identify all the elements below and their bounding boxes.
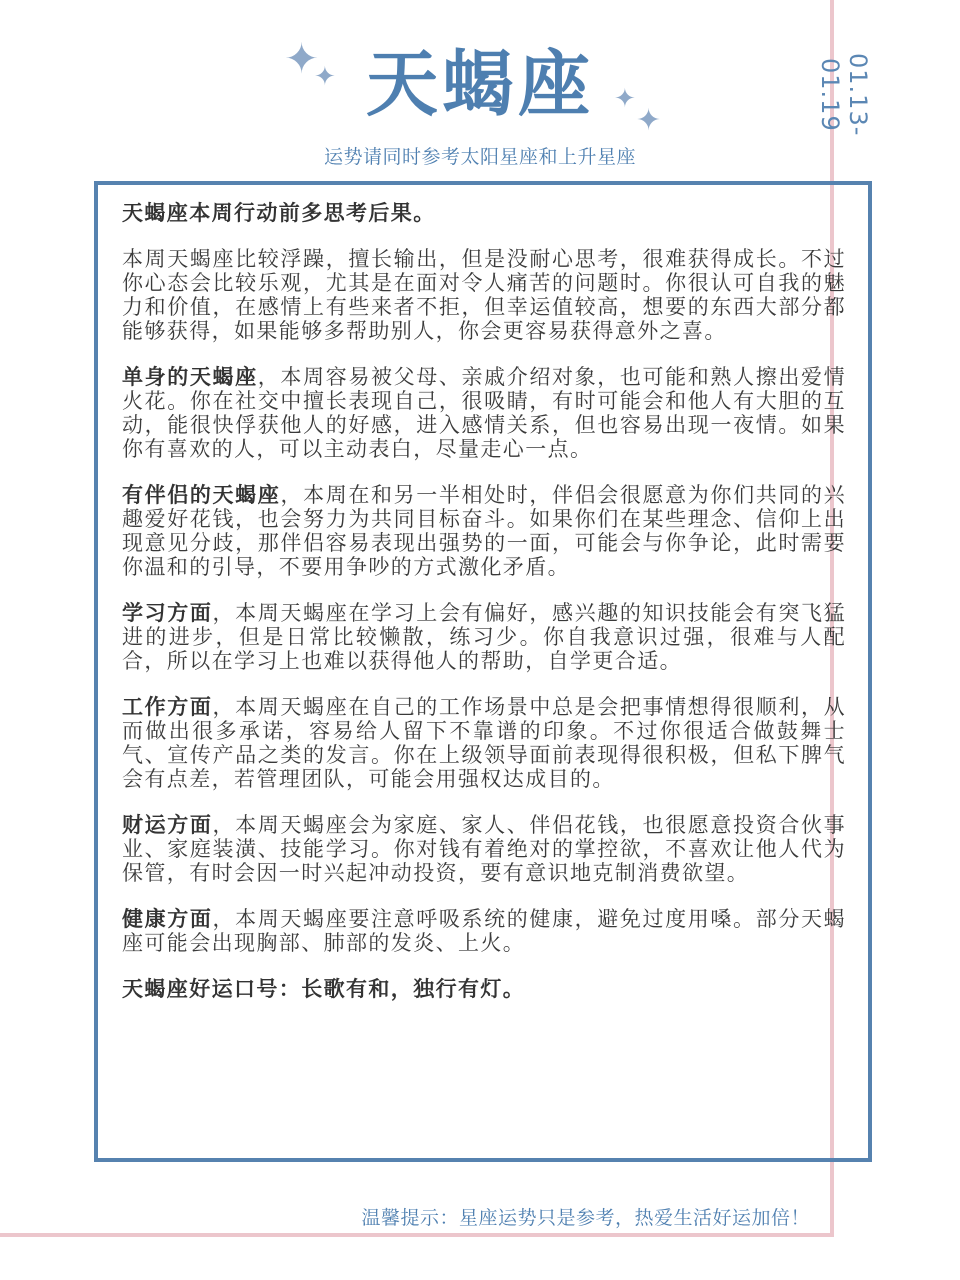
footer-tip: 温馨提示：星座运势只是参考，热爱生活好运加倍！ — [361, 1207, 810, 1229]
sparkle-icon: ✦ — [314, 62, 336, 92]
section-label: 健康方面 — [122, 907, 213, 931]
sparkle-icon: ✦ — [284, 34, 320, 83]
intro-paragraph: 本周天蝎座比较浮躁，擅长输出，但是没耐心思考，很难获得成长。不过你心态会比较乐观，尤其是在面对令人痛苦的问题时。你很认可自我的魅力和价值，在感情上有些来者不拒，但幸运值较高，想要的东西大部分都能够获得，如果能够多帮助别人，你会更容易获得意外之喜。 — [122, 247, 846, 343]
section-text: ，本周在和另一半相处时，伴侣会很愿意为你们共同的兴趣爱好花钱，也会努力为共同目标奋斗。如果你们在某些理念、信仰上出现意见分歧，那伴侣容易表现出强势的一面，可能会与你争论，此时需要你温和的引导，不要用争吵的方式激化矛盾。 — [122, 483, 846, 579]
sparkle-icon: ✦ — [636, 103, 662, 138]
section-partnered — [122, 483, 846, 579]
section-single — [122, 365, 846, 461]
section-text: ，本周天蝎座在学习上会有偏好，感兴趣的知识技能会有突飞猛进的进步，但是日常比较懒散，练习少。你自我意识过强，很难与人配合，所以在学习上也难以获得他人的帮助，自学更合适。 — [122, 601, 846, 673]
section-label: 学习方面 — [122, 601, 213, 625]
section-study — [122, 601, 846, 673]
section-health — [122, 907, 846, 955]
section-text: ，本周容易被父母、亲戚介绍对象，也可能和熟人擦出爱情火花。你在社交中擅长表现自己，很吸睛，有时可能会和他人有大胆的互动，能很快俘获他人的好感，进入感情关系，但也容易出现一夜情。如果你有喜欢的人，可以主动表白，尽量走心一点。 — [122, 365, 846, 461]
date-range: 01.13-01.19 — [816, 53, 872, 137]
page-title: 天蝎座 — [365, 42, 594, 126]
section-text: ，本周天蝎座在自己的工作场景中总是会把事情想得很顺利，从而做出很多承诺，容易给人留下不靠谱的印象。不过你很适合做鼓舞士气、宣传产品之类的发言。你在上级领导面前表现得很积极，但私下脾气会有点差，若管理团队，可能会用强权达成目的。 — [122, 695, 846, 791]
section-label: 单身的天蝎座 — [122, 365, 258, 389]
horoscope-content-box — [94, 181, 872, 1162]
section-text: ，本周天蝎座会为家庭、家人、伴侣花钱，也很愿意投资合伙事业、家庭装潢、技能学习。你对钱有着绝对的掌控欲，不喜欢让他人代为保管，有时会因一时兴起冲动投资，要有意识地克制消费欲望。 — [122, 813, 846, 885]
section-label: 有伴侣的天蝎座 — [122, 483, 281, 507]
pink-horizontal-line — [0, 1233, 834, 1237]
headline: 天蝎座本周行动前多思考后果。 — [122, 201, 436, 225]
section-text: ，本周天蝎座要注意呼吸系统的健康，避免过度用嗓。部分天蝎座可能会出现胸部、肺部的发炎、上火。 — [122, 907, 846, 955]
section-label: 财运方面 — [122, 813, 213, 837]
lucky-slogan: 天蝎座好运口号：长歌有和，独行有灯。 — [122, 977, 526, 1001]
section-label: 工作方面 — [122, 695, 213, 719]
page-subtitle: 运势请同时参考太阳星座和上升星座 — [323, 146, 636, 168]
section-work — [122, 695, 846, 791]
section-wealth — [122, 813, 846, 885]
sparkle-icon: ✦ — [614, 84, 636, 114]
